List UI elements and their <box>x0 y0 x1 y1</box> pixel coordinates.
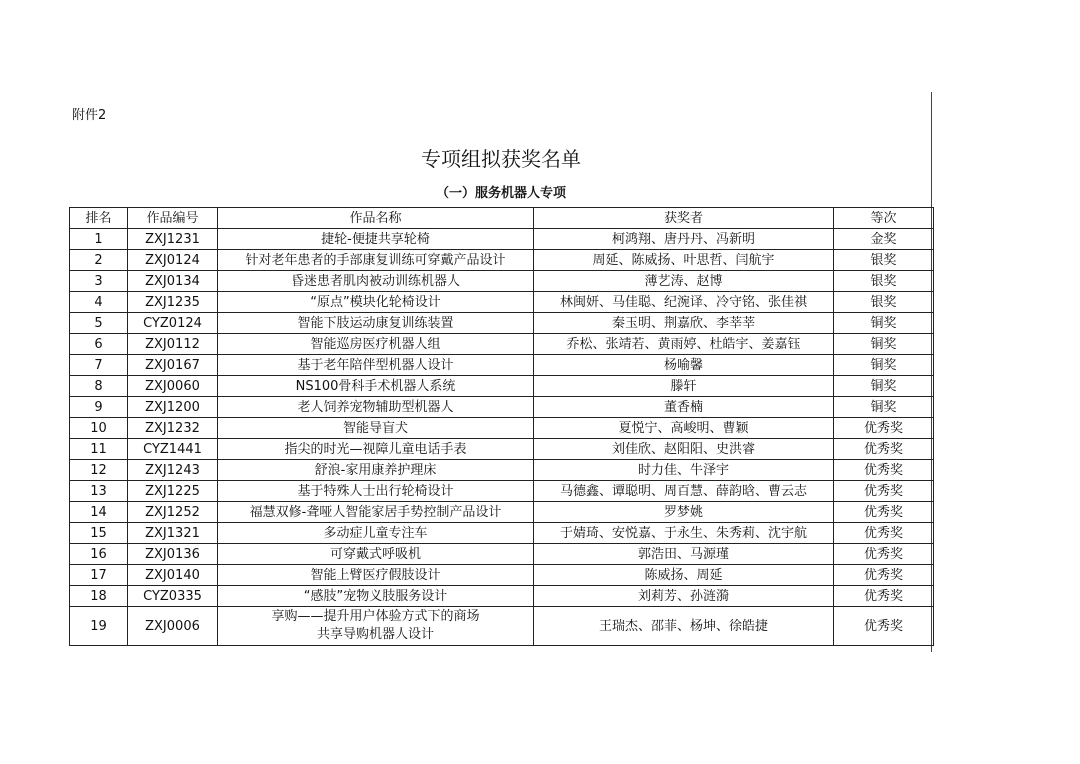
code-cell: ZXJ0167 <box>128 355 218 376</box>
winners-cell: 滕轩 <box>534 376 834 397</box>
rank-cell: 3 <box>70 271 128 292</box>
level-cell: 铜奖 <box>834 397 934 418</box>
table-row <box>70 292 934 313</box>
work-name-cell: 智能上臂医疗假肢设计 <box>218 565 534 586</box>
header-rank: 排名 <box>70 208 128 229</box>
code-cell: ZXJ1200 <box>128 397 218 418</box>
work-name-cell: 多动症儿童专注车 <box>218 523 534 544</box>
level-cell: 银奖 <box>834 250 934 271</box>
work-name-cell: 智能巡房医疗机器人组 <box>218 334 534 355</box>
code-cell: ZXJ1243 <box>128 460 218 481</box>
rank-cell: 14 <box>70 502 128 523</box>
code-cell: CYZ0124 <box>128 313 218 334</box>
work-name-line-2: 共享导购机器人设计 <box>316 627 434 642</box>
table-header <box>70 208 934 229</box>
winners-cell: 罗梦姚 <box>534 502 834 523</box>
work-name-cell: 智能导盲犬 <box>218 418 534 439</box>
winners-cell: 乔松、张靖若、黄雨婷、杜皓宇、姜嘉钰 <box>534 334 834 355</box>
rank-cell: 19 <box>70 607 128 646</box>
document-title: 专项组拟获奖名单 <box>421 147 581 171</box>
table-row <box>70 355 934 376</box>
work-name-cell: 昏迷患者肌肉被动训练机器人 <box>218 271 534 292</box>
work-name-cell: NS100骨科手术机器人系统 <box>218 376 534 397</box>
rank-cell: 1 <box>70 229 128 250</box>
winners-cell: 刘佳欣、赵阳阳、史洪睿 <box>534 439 834 460</box>
work-name-cell: 基于特殊人士出行轮椅设计 <box>218 481 534 502</box>
code-cell: ZXJ1235 <box>128 292 218 313</box>
rank-cell: 8 <box>70 376 128 397</box>
section-subtitle: （一）服务机器人专项 <box>435 186 566 201</box>
code-cell: ZXJ1232 <box>128 418 218 439</box>
rank-cell: 17 <box>70 565 128 586</box>
code-cell: ZXJ0136 <box>128 544 218 565</box>
level-cell: 铜奖 <box>834 313 934 334</box>
work-name-cell: “感肢”宠物义肢服务设计 <box>218 586 534 607</box>
level-cell: 优秀奖 <box>834 544 934 565</box>
work-name-line-1: 享购——提升用户体验方式下的商场 <box>271 609 480 624</box>
winners-cell: 时力佳、牛泽宇 <box>534 460 834 481</box>
rank-cell: 6 <box>70 334 128 355</box>
level-cell: 优秀奖 <box>834 418 934 439</box>
level-cell: 优秀奖 <box>834 565 934 586</box>
rank-cell: 2 <box>70 250 128 271</box>
table-row <box>70 565 934 586</box>
winners-cell: 陈威扬、周延 <box>534 565 834 586</box>
work-name-cell: 福慧双修-聋哑人智能家居手势控制产品设计 <box>218 502 534 523</box>
rank-cell: 4 <box>70 292 128 313</box>
rank-cell: 9 <box>70 397 128 418</box>
winners-cell: 杨喻馨 <box>534 355 834 376</box>
table-row <box>70 250 934 271</box>
table-row <box>70 607 934 646</box>
winners-cell: 马德鑫、谭聪明、周百慧、薛韵晗、曹云志 <box>534 481 834 502</box>
work-name-cell: 基于老年陪伴型机器人设计 <box>218 355 534 376</box>
work-name-cell <box>218 607 534 646</box>
rank-cell: 7 <box>70 355 128 376</box>
level-cell: 优秀奖 <box>834 502 934 523</box>
level-cell: 银奖 <box>834 292 934 313</box>
header-code: 作品编号 <box>128 208 218 229</box>
winners-cell: 秦玉明、荆嘉欣、李莘莘 <box>534 313 834 334</box>
code-cell: ZXJ0140 <box>128 565 218 586</box>
rank-cell: 10 <box>70 418 128 439</box>
code-cell: ZXJ1321 <box>128 523 218 544</box>
table-row <box>70 523 934 544</box>
winners-cell: 夏悦宁、高峻明、曹颖 <box>534 418 834 439</box>
level-cell: 优秀奖 <box>834 607 934 646</box>
winners-cell: 刘莉芳、孙涟漪 <box>534 586 834 607</box>
level-cell: 优秀奖 <box>834 523 934 544</box>
rank-cell: 13 <box>70 481 128 502</box>
code-cell: CYZ1441 <box>128 439 218 460</box>
table-row <box>70 334 934 355</box>
code-cell: ZXJ0124 <box>128 250 218 271</box>
winners-cell: 柯鸿翔、唐丹丹、冯新明 <box>534 229 834 250</box>
level-cell: 铜奖 <box>834 355 934 376</box>
code-cell: ZXJ1252 <box>128 502 218 523</box>
rank-cell: 12 <box>70 460 128 481</box>
table-row <box>70 418 934 439</box>
rank-cell: 11 <box>70 439 128 460</box>
code-cell: ZXJ0112 <box>128 334 218 355</box>
award-list-table <box>69 207 934 646</box>
header-row <box>70 208 934 229</box>
work-name-cell: 可穿戴式呼吸机 <box>218 544 534 565</box>
level-cell: 优秀奖 <box>834 460 934 481</box>
header-level: 等次 <box>834 208 934 229</box>
table-row <box>70 586 934 607</box>
work-name-cell: 智能下肢运动康复训练装置 <box>218 313 534 334</box>
header-winners: 获奖者 <box>534 208 834 229</box>
table-row <box>70 460 934 481</box>
code-cell: ZXJ0060 <box>128 376 218 397</box>
winners-cell: 郭浩田、马源瑾 <box>534 544 834 565</box>
winners-cell: 林闽妍、马佳聪、纪涴译、冷守铭、张佳祺 <box>534 292 834 313</box>
level-cell: 银奖 <box>834 271 934 292</box>
table-row <box>70 271 934 292</box>
table-row <box>70 502 934 523</box>
work-name-cell: 老人饲养宠物辅助型机器人 <box>218 397 534 418</box>
table-row <box>70 313 934 334</box>
level-cell: 优秀奖 <box>834 439 934 460</box>
table-body <box>70 229 934 646</box>
winners-cell: 于婧琦、安悦嘉、于永生、朱秀莉、沈宇航 <box>534 523 834 544</box>
winners-cell: 王瑞杰、邵菲、杨坤、徐皓捷 <box>534 607 834 646</box>
code-cell: ZXJ1231 <box>128 229 218 250</box>
table-row <box>70 376 934 397</box>
rank-cell: 5 <box>70 313 128 334</box>
work-name-cell: 舒浪-家用康养护理床 <box>218 460 534 481</box>
level-cell: 优秀奖 <box>834 481 934 502</box>
work-name-cell: “原点”模块化轮椅设计 <box>218 292 534 313</box>
rank-cell: 18 <box>70 586 128 607</box>
winners-cell: 周延、陈威扬、叶思哲、闫航宇 <box>534 250 834 271</box>
header-work-name: 作品名称 <box>218 208 534 229</box>
level-cell: 金奖 <box>834 229 934 250</box>
work-name-cell: 针对老年患者的手部康复训练可穿戴产品设计 <box>218 250 534 271</box>
attachment-label: 附件2 <box>72 108 107 123</box>
table-row <box>70 229 934 250</box>
level-cell: 优秀奖 <box>834 586 934 607</box>
table-row <box>70 439 934 460</box>
rank-cell: 16 <box>70 544 128 565</box>
code-cell: ZXJ1225 <box>128 481 218 502</box>
code-cell: CYZ0335 <box>128 586 218 607</box>
level-cell: 铜奖 <box>834 376 934 397</box>
rank-cell: 15 <box>70 523 128 544</box>
table-row <box>70 481 934 502</box>
code-cell: ZXJ0134 <box>128 271 218 292</box>
winners-cell: 薄艺涛、赵博 <box>534 271 834 292</box>
level-cell: 铜奖 <box>834 334 934 355</box>
work-name-cell: 捷轮-便捷共享轮椅 <box>218 229 534 250</box>
table-row <box>70 397 934 418</box>
winners-cell: 董香楠 <box>534 397 834 418</box>
table-row <box>70 544 934 565</box>
work-name-cell: 指尖的时光—视障儿童电话手表 <box>218 439 534 460</box>
code-cell: ZXJ0006 <box>128 607 218 646</box>
